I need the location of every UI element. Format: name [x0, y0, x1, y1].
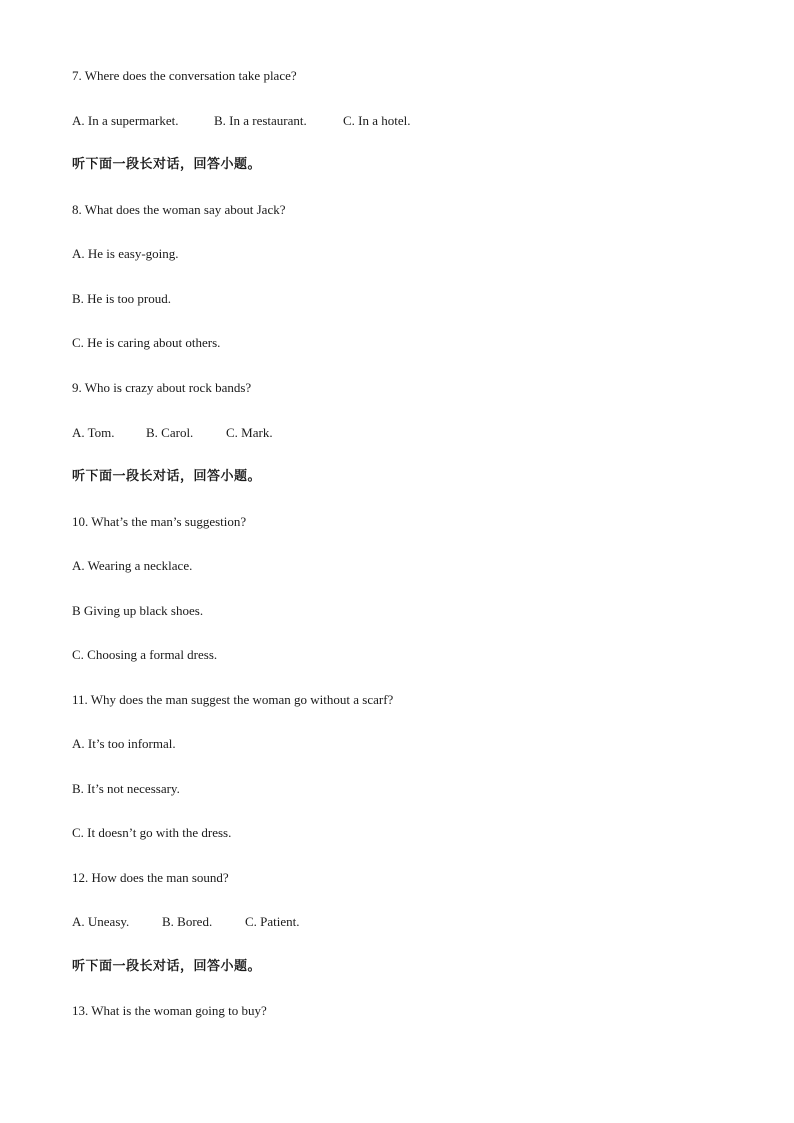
- option-a: A. Uneasy.: [72, 914, 130, 929]
- question-8-option-b: B. He is too proud.: [72, 291, 171, 306]
- question-12: 12. How does the man sound?: [72, 870, 229, 885]
- option-c: C. In a hotel.: [343, 113, 411, 128]
- question-12-options: [72, 914, 300, 930]
- option-b: B. Carol.: [146, 425, 194, 440]
- section-heading: 听下面一段长对话，回答小题。: [72, 959, 262, 974]
- question-13: 13. What is the woman going to buy?: [72, 1003, 267, 1018]
- question-9-options: [72, 425, 273, 441]
- option-a: A. In a supermarket.: [72, 113, 179, 128]
- question-11-option-c: C. It doesn’t go with the dress.: [72, 825, 232, 840]
- question-9: 9. Who is crazy about rock bands?: [72, 380, 252, 395]
- question-11: 11. Why does the man suggest the woman go without a scarf?: [72, 692, 394, 707]
- question-10-option-b: B Giving up black shoes.: [72, 603, 204, 618]
- question-10-option-a: A. Wearing a necklace.: [72, 558, 193, 573]
- section-heading: 听下面一段长对话，回答小题。: [72, 157, 262, 172]
- question-11-option-b: B. It’s not necessary.: [72, 781, 180, 796]
- question-8: 8. What does the woman say about Jack?: [72, 202, 286, 217]
- question-10-option-c: C. Choosing a formal dress.: [72, 647, 218, 662]
- question-11-option-a: A. It’s too informal.: [72, 736, 176, 751]
- question-7: 7. Where does the conversation take place?: [72, 68, 297, 83]
- question-8-option-c: C. He is caring about others.: [72, 335, 221, 350]
- question-10: 10. What’s the man’s suggestion?: [72, 514, 247, 529]
- option-a: A. Tom.: [72, 425, 115, 440]
- section-heading: 听下面一段长对话，回答小题。: [72, 469, 262, 484]
- option-c: C. Mark.: [226, 425, 273, 440]
- question-7-options: [72, 113, 411, 129]
- option-b: B. In a restaurant.: [214, 113, 307, 128]
- option-b: B. Bored.: [162, 914, 213, 929]
- option-c: C. Patient.: [245, 914, 300, 929]
- question-8-option-a: A. He is easy-going.: [72, 246, 179, 261]
